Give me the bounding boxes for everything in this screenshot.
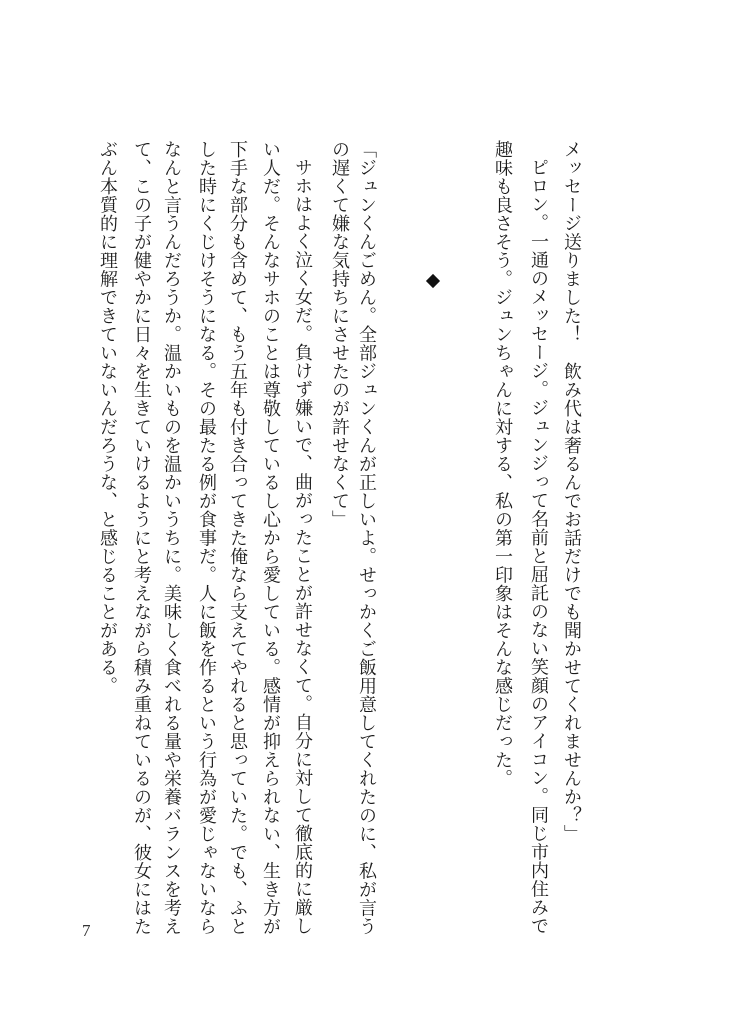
text-column-10: なんと言うんだろうか。温かいものを温かいうちに。美味しく食べれる量や栄養バランスを考え (161, 140, 182, 936)
text-column-9: した時にくじけそうになる。その最たる例が食事だ。人に飯を作るという行為が愛じゃないなら (196, 140, 217, 936)
text-column-5: の遅くて嫌な気持ちにさせたのが許せなくて」 (329, 140, 350, 529)
text-column-11: て、この子が健やかに日々を生きていけるようにと考えながら積み重ねているのが、彼女にはた (131, 140, 152, 936)
text-column-1: メッセージ送りました！ 飲み代は奢るんでお話だけでも聞かせてくれませんか？」 (561, 140, 582, 843)
text-column-4: 「ジュンくんごめん。全部ジュンくんが正しいよ。せっかくご飯用意してくれたのに、私が言う (356, 140, 377, 936)
text-column-6: サホはよく泣く女だ。負けず嫌いで、曲がったことが許せなくて。自分に対して徹底的に厳し (292, 158, 313, 935)
section-break-diamond-icon (426, 274, 440, 288)
text-column-7: い人だ。そんなサホのことは尊敬しているし心から愛している。感情が抑えられない、生き方が (260, 140, 281, 936)
text-column-3: 趣味も良さそう。ジュンちゃんに対する、私の第一印象はそんな感じだった。 (492, 140, 513, 788)
page-number: 7 (82, 921, 91, 940)
text-column-2: ピロン。一通のメッセージ。ジュンジって名前と屈託のない笑顔のアイコン。同じ市内住みで (528, 158, 549, 935)
text-column-12: ぶん本質的に理解できていないんだろうな、と感じることがある。 (97, 140, 118, 695)
text-column-8: 下手な部分も含めて、もう五年も付き合ってきた俺なら支えてやれると思っていた。でも、ふと (227, 140, 248, 936)
